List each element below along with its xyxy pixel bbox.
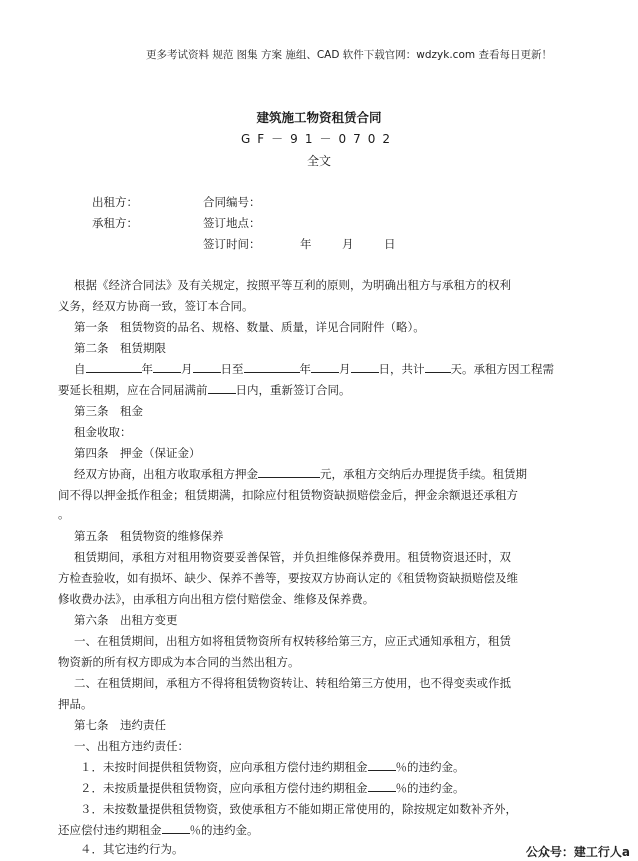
- text: 天。承租方因工程需: [450, 362, 554, 376]
- text: 月: [339, 362, 351, 376]
- lessor-label: 出租方：: [92, 195, 138, 209]
- article-6-line-4: 押品。: [58, 697, 93, 711]
- article-6-line-3: 二、在租赁期间，承租方不得将租赁物资转让、转租给第三方使用，也不得变卖或作抵: [74, 676, 511, 690]
- article-6-line-2: 物资新的所有权方即成为本合同的当然出租方。: [58, 655, 300, 669]
- intro-line-1: 根据《经济合同法》及有关规定，按照平等互利的原则，为明确出租方与承租方的权利: [74, 278, 511, 292]
- article-5-heading: 第五条 租赁物资的维修保养: [74, 529, 224, 543]
- text: 自: [74, 362, 86, 376]
- blank-field: [258, 467, 320, 478]
- sign-time-label: 签订时间：: [203, 237, 261, 251]
- article-4-line-1: [74, 466, 624, 482]
- text: 要延长租期，应在合同届满前: [58, 383, 208, 397]
- blank-field: [351, 362, 379, 373]
- document-code: GF－91－0702: [240, 132, 397, 146]
- document-subtitle: 全文: [306, 154, 331, 168]
- article-7-item-3: ３．未按数量提供租赁物资，致使承租方不能如期正常使用的，除按规定如数补齐外，: [80, 802, 517, 816]
- sign-day: 日: [384, 237, 396, 251]
- text: 年: [141, 362, 153, 376]
- text: 日内，重新签订合同。: [235, 383, 351, 397]
- article-2-heading: 第二条 租赁期限: [74, 341, 166, 355]
- text: 元，承租方交纳后办理提货手续。租赁期: [320, 467, 527, 481]
- intro-line-2: 义务，经双方协商一致，签订本合同。: [58, 299, 254, 313]
- blank-field: [244, 362, 300, 373]
- article-7-item-2: [80, 780, 630, 796]
- article-1: 第一条 租赁物资的品名、规格、数量、质量，详见合同附件（略）。: [74, 320, 425, 334]
- text: １．未按时间提供租赁物资，应向承租方偿付违约期租金: [80, 760, 368, 774]
- text: 日，共计: [378, 362, 425, 376]
- article-4-line-3: 。: [58, 507, 70, 521]
- blank-field: [153, 362, 181, 373]
- sign-year: 年: [300, 237, 312, 251]
- text: 还应偿付违约期租金: [58, 823, 162, 837]
- blank-field: [208, 383, 236, 394]
- blank-field: [162, 823, 190, 834]
- article-7-lessor-breach: 一、出租方违约责任：: [74, 739, 189, 753]
- text: 月: [181, 362, 193, 376]
- article-7-heading: 第七条 违约责任: [74, 718, 166, 732]
- article-5-line-2: 方检查验收，如有损坏、缺少、保养不善等，要按双方协商认定的《租赁物资缺损赔偿及维: [58, 571, 518, 585]
- text: 日至: [220, 362, 244, 376]
- article-4-heading: 第四条 押金（保证金）: [74, 446, 201, 460]
- site-header-note: 更多考试资料 规范 图集 方案 施组、CAD 软件下载官网：wdzyk.com 查看每日更新！: [146, 49, 552, 61]
- blank-field: [425, 362, 451, 373]
- text: 年: [299, 362, 311, 376]
- article-3-heading: 第三条 租金: [74, 404, 143, 418]
- article-5-line-3: 修收费办法》，由承租方向出租方偿付赔偿金、维修及保养费。: [58, 592, 375, 606]
- article-4-line-2: 间不得以押金抵作租金；租赁期满，扣除应付租赁物资缺损赔偿金后，押金余额退还承租方: [58, 488, 518, 502]
- blank-field: [193, 362, 221, 373]
- article-7-item-1: [80, 759, 630, 775]
- article-7-item-3-line-2: [58, 822, 608, 838]
- article-2-line-1: [74, 361, 624, 377]
- text: ％的违约金。: [395, 760, 465, 774]
- article-6-line-1: 一、在租赁期间，出租方如将租赁物资所有权转移给第三方，应正式通知承租方，租赁: [74, 634, 511, 648]
- sign-place-label: 签订地点：: [203, 216, 261, 230]
- watermark-footer: 公众号：建工行人a: [525, 845, 630, 859]
- blank-field: [86, 362, 142, 373]
- text: ％的违约金。: [189, 823, 259, 837]
- lessee-label: 承租方：: [92, 216, 138, 230]
- article-2-line-2: [58, 382, 608, 398]
- sign-month: 月: [342, 237, 354, 251]
- text: 经双方协商，出租方收取承租方押金: [74, 467, 258, 481]
- text: ％的违约金。: [395, 781, 465, 795]
- document-title: 建筑施工物资租赁合同: [256, 110, 382, 125]
- contract-no-label: 合同编号：: [203, 195, 261, 209]
- text: ２．未按质量提供租赁物资，应向承租方偿付违约期租金: [80, 781, 368, 795]
- article-6-heading: 第六条 出租方变更: [74, 613, 178, 627]
- blank-field: [368, 760, 396, 771]
- blank-field: [368, 781, 396, 792]
- article-7-item-4: ４．其它违约行为。: [80, 842, 184, 856]
- blank-field: [311, 362, 339, 373]
- article-3-rent: 租金收取：: [74, 425, 132, 439]
- article-5-line-1: 租赁期间，承租方对租用物资要妥善保管，并负担维修保养费用。租赁物资退还时，双: [74, 550, 511, 564]
